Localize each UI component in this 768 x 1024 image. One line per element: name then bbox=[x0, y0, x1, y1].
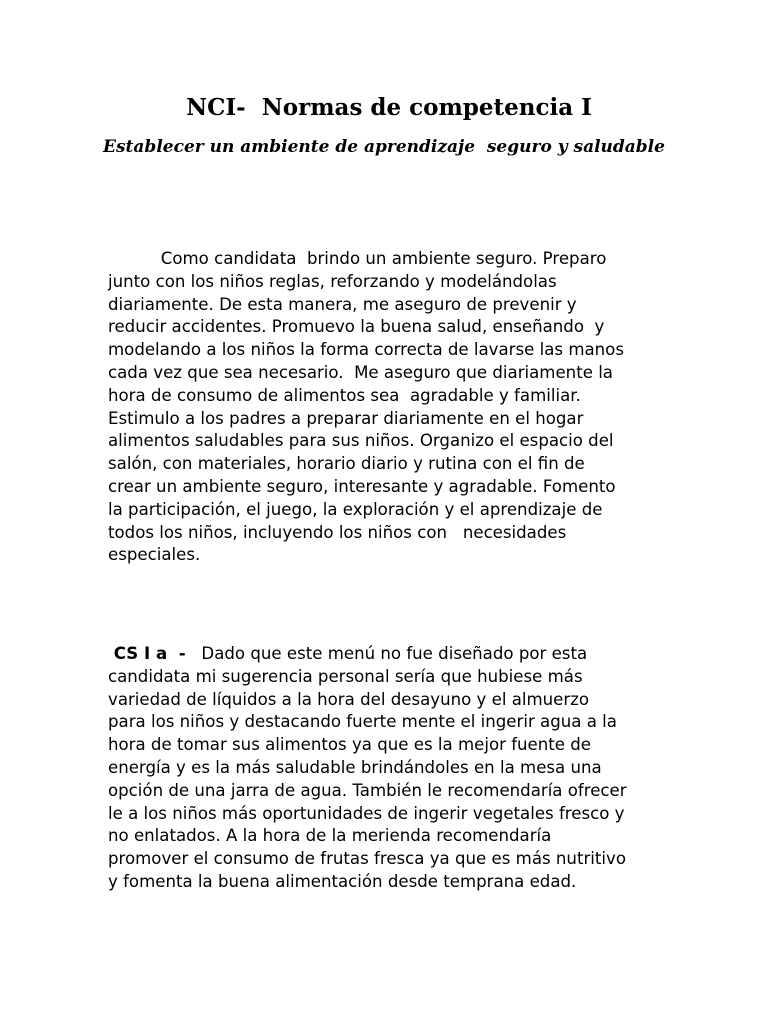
paragraph-cs-ia bbox=[108, 643, 668, 894]
document-subtitle: Establecer un ambiente de aprendizaje seguro y saludable bbox=[103, 137, 665, 157]
cs-ia-text: Dado que este menú no fue diseñado por esta candidata mi sugerencia personal sería que hubiese más variedad de líquidos a la hora del desayuno y el almuerzo para los niños y destacando fuerte mente el ingerir agua a la hora de tomar sus alimentos ya que es la mejor fuente de energía y es la más saludable brindándoles en la mesa una opción de una jarra de agua. También le recomendaría ofrecer le a los niños más oportunidades de ingerir vegetales fresco y no enlatados. A la hora de la merienda recomendaría promover el consumo de frutas fresca ya que es más nutritivo y fomenta la buena alimentación desde temprana edad. bbox=[108, 644, 627, 891]
paragraph-intro: Como candidata brindo un ambiente seguro. Preparo junto con los niños reglas, reforzando y modelándolas diariamente. De esta manera, me aseguro de prevenir y reducir accidentes. Promuevo la buena salud, enseñando y modelando a los niños la forma correcta de lavarse las manos cada vez que sea necesario. Me aseguro que diariamente la hora de consumo de alimentos sea agradable y familiar. Estimulo a los padres a preparar diariamente en el hogar alimentos saludables para sus niños. Organizo el espacio del salón, con materiales, horario diario y rutina con el fin de crear un ambiente seguro, interesante y agradable. Fomento la participación, el juego, la exploración y el aprendizaje de todos los niños, incluyendo los niños con necesidades especiales. bbox=[108, 249, 624, 565]
document-title-text: NCI- Normas de competencia I bbox=[186, 94, 592, 121]
document-title bbox=[0, 94, 768, 122]
cs-ia-label: CS I a - bbox=[108, 644, 186, 663]
